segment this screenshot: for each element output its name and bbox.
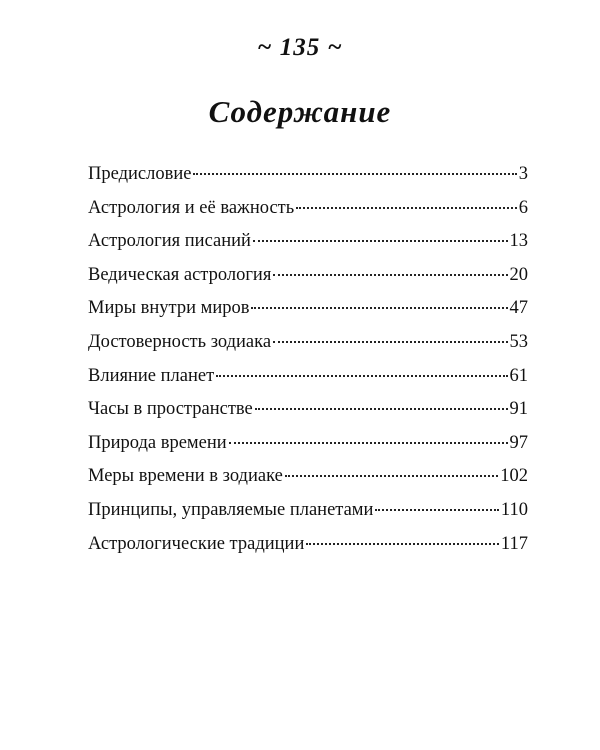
toc-entry-page: 3	[518, 164, 528, 184]
contents-title: Содержание	[208, 94, 392, 129]
dot-leader	[251, 307, 507, 309]
dot-leader	[255, 408, 508, 410]
toc-entry	[88, 292, 528, 326]
toc-entry-label: Достоверность зодиака	[88, 331, 272, 352]
toc-entry-page: 47	[509, 298, 528, 319]
toc-entry	[88, 225, 528, 259]
toc-entry-label: Астрология и её важность	[88, 197, 295, 218]
dot-leader	[306, 543, 499, 545]
toc-entry-page: 91	[509, 399, 528, 420]
toc-entry-page: 53	[509, 331, 528, 352]
toc-entry	[88, 158, 528, 192]
toc-entry-page: 97	[509, 432, 528, 453]
dot-leader	[375, 509, 499, 511]
dot-leader	[273, 341, 507, 343]
toc-entry-label: Предисловие	[88, 164, 192, 184]
toc-entry-page: 110	[500, 499, 528, 520]
toc-entry-page: 20	[509, 264, 528, 285]
dot-leader	[296, 207, 517, 209]
toc-entry-label: Влияние планет	[88, 365, 215, 386]
toc-entry-label: Астрологические традиции	[88, 533, 305, 554]
toc-entry-page: 61	[509, 365, 528, 386]
table-of-contents	[88, 158, 528, 561]
toc-entry-page: 117	[500, 533, 528, 554]
dot-leader	[193, 173, 516, 175]
toc-entry	[88, 460, 528, 494]
toc-entry-label: Меры времени в зодиаке	[88, 466, 283, 487]
toc-entry-label: Принципы, управляемые планетами	[88, 499, 374, 520]
dot-leader	[253, 240, 508, 242]
toc-entry	[88, 427, 528, 461]
toc-entry-page: 13	[509, 231, 528, 252]
dot-leader	[216, 375, 507, 377]
toc-entry-label: Часы в пространстве	[88, 399, 253, 420]
toc-entry-page: 102	[500, 466, 528, 487]
toc-entry-label: Природа времени	[88, 432, 227, 453]
page-number: ~ 135 ~	[257, 34, 343, 61]
dot-leader	[273, 274, 507, 276]
toc-entry	[88, 192, 528, 226]
dot-leader	[229, 442, 508, 444]
toc-entry	[88, 259, 528, 293]
toc-entry	[88, 326, 528, 360]
toc-entry	[88, 360, 528, 394]
toc-entry	[88, 494, 528, 528]
toc-entry-label: Ведическая астрология	[88, 264, 272, 285]
toc-entry-page: 6	[518, 197, 528, 218]
dot-leader	[285, 475, 498, 477]
toc-entry	[88, 528, 528, 562]
toc-entry-label: Астрология писаний	[88, 231, 251, 252]
toc-entry	[88, 393, 528, 427]
toc-entry-label: Миры внутри миров	[88, 298, 250, 319]
